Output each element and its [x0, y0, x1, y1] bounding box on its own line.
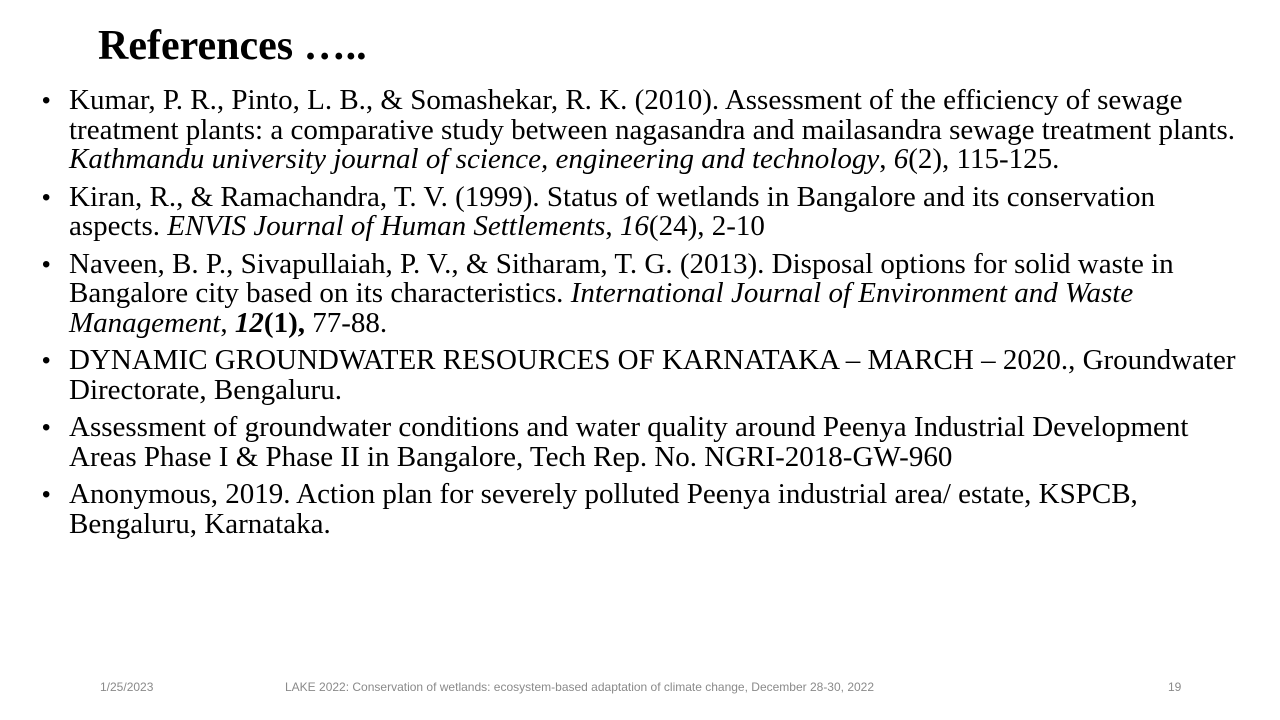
reference-text: ,: [605, 210, 620, 243]
footer-date: 1/25/2023: [100, 680, 154, 694]
journal-name: International Journal of Environment and Waste Management: [69, 277, 1134, 339]
reference-text: Assessment of groundwater conditions and water quality around Peenya Industrial Development Areas Phase I & Phase II in Bangalore, Tech Rep. No. NGRI-2018-GW-960: [69, 411, 1189, 473]
reference-text: Kumar, P. R., Pinto, L. B., & Somashekar, R. K. (2010). Assessment of the efficiency of sewage treatment plants: a comparative study between nagasandra and mailasandra sewage treatment plants.: [69, 84, 1235, 146]
reference-text: ,: [220, 306, 235, 339]
journal-name: Kathmandu university journal of science, engineering and technology: [69, 143, 880, 176]
reference-item: [42, 86, 1242, 175]
journal-volume: 16: [619, 210, 649, 243]
journal-volume: 6: [893, 143, 909, 176]
reference-item: [42, 346, 1242, 405]
reference-item: [42, 180, 1242, 243]
reference-item: [42, 413, 1242, 472]
reference-text: Kiran, R., & Ramachandra, T. V. (1999). Status of wetlands in Bangalore and its conservation aspects.: [69, 180, 1155, 243]
footer-page-number: 19: [1168, 680, 1182, 694]
slide-title: References …..: [98, 23, 367, 69]
journal-volume: 12: [234, 306, 264, 339]
reference-text: Anonymous, 2019. Action plan for severely polluted Peenya industrial area/ estate, KSPCB, Bengaluru, Karnataka.: [69, 477, 1138, 540]
reference-text: (24), 2-10: [648, 210, 765, 243]
reference-text: Naveen, B. P., Sivapullaiah, P. V., & Sitharam, T. G. (2013). Disposal options for solid waste in Bangalore city based on its characteristics.: [69, 247, 1174, 310]
reference-text: 77-88.: [304, 306, 388, 339]
reference-text: (2), 115-125.: [908, 143, 1060, 176]
footer-event: LAKE 2022: Conservation of wetlands: ecosystem-based adaptation of climate change, December 28-30, 2022: [285, 680, 875, 694]
reference-text: ,: [879, 143, 894, 176]
journal-issue: (1),: [263, 306, 305, 339]
reference-item: [42, 477, 1242, 540]
reference-item: [42, 247, 1242, 339]
journal-name: ENVIS Journal of Human Settlements: [167, 210, 606, 243]
reference-list: [42, 86, 1242, 547]
reference-text: DYNAMIC GROUNDWATER RESOURCES OF KARNATAKA – MARCH – 2020., Groundwater Directorate, Bengaluru.: [69, 344, 1236, 406]
